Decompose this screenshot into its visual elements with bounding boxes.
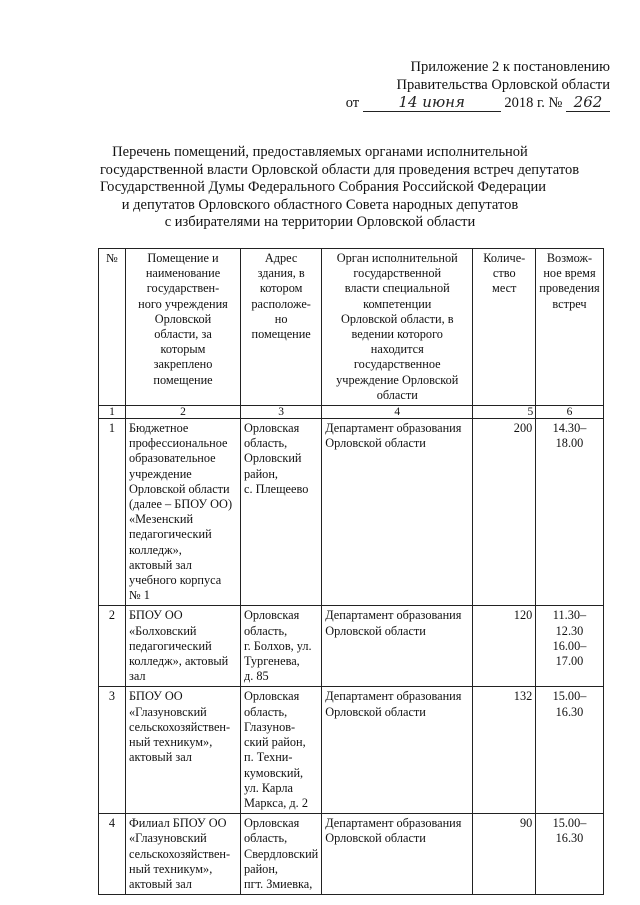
column-header-line: власти специальной — [344, 281, 450, 296]
premises-name-line: «Болховский — [129, 623, 197, 638]
column-header-line: расположе- — [251, 296, 311, 311]
address-line: Глазунов- — [244, 719, 296, 734]
column-number: 1 — [99, 406, 126, 419]
appendix-line-2: Правительства Орловской области — [396, 77, 610, 93]
premises-name-line: зал — [129, 669, 146, 684]
column-header-line: Адрес — [264, 251, 298, 265]
column-number: 2 — [126, 406, 241, 419]
year-text: 2018 г. № — [504, 95, 563, 111]
address-line: п. Техни- — [244, 750, 293, 765]
title-line: с избирателями на территории Орловской области — [164, 214, 476, 231]
appendix-header — [330, 58, 610, 112]
meeting-time-line: 15.00–16.30 — [552, 689, 587, 719]
authority-cell — [322, 814, 473, 895]
premises-name-line: Орловской области — [129, 481, 230, 496]
authority-cell — [322, 606, 473, 687]
address-line: район, — [244, 466, 278, 481]
column-header-line: ство — [492, 266, 516, 281]
column-header-line: Возмож- — [546, 251, 593, 265]
title-line: государственной власти Орловской области для проведения встреч депутатов — [100, 161, 580, 178]
premises-name-line: «Глазуновский — [129, 831, 207, 846]
authority-line: Департамент образования — [325, 421, 462, 436]
address-line: Орловская — [244, 421, 300, 436]
premises-name-cell — [126, 419, 241, 606]
column-header — [473, 249, 536, 406]
handwritten-date: 14 июня — [398, 93, 465, 111]
column-header — [99, 249, 126, 406]
premises-name-line: Бюджетное — [129, 421, 189, 436]
authority-line: Орловской области — [325, 436, 426, 451]
column-header-line: государственное — [353, 357, 441, 372]
column-header-line: государственной — [353, 266, 442, 281]
column-header-line: помещение — [251, 327, 311, 342]
table-body — [99, 419, 604, 895]
column-header-line: закреплено — [153, 357, 213, 372]
date-prefix: от — [345, 95, 360, 111]
table-row — [99, 687, 604, 814]
column-header-line: Орловской области, в — [340, 311, 454, 326]
column-header — [126, 249, 241, 406]
table-header-row — [99, 249, 604, 406]
column-header — [536, 249, 603, 406]
premises-name-line: БПОУ ОО — [129, 608, 183, 623]
address-line: ский район, — [244, 735, 306, 750]
premises-name-line: актовый зал — [129, 557, 192, 572]
authority-line: Орловской области — [325, 704, 426, 719]
address-cell — [241, 687, 322, 814]
column-header-line: государствен- — [146, 281, 220, 296]
authority-cell — [322, 687, 473, 814]
address-line: район, — [244, 861, 278, 876]
table-row — [99, 419, 604, 606]
column-header-line: ного учреждения — [138, 296, 228, 311]
column-header-line: находится — [370, 342, 424, 357]
column-header-line: области, за — [154, 327, 212, 342]
appendix-date-line — [330, 94, 610, 112]
premises-name-line: Филиал БПОУ ОО — [129, 816, 227, 831]
meeting-time-cell — [536, 687, 603, 814]
column-header-line: здания, в — [257, 266, 305, 281]
column-header-line: встреч — [552, 296, 587, 311]
premises-name-line: ный техникум», — [129, 861, 213, 876]
seats-cell: 120 — [473, 606, 536, 687]
column-header-line: № — [106, 251, 118, 265]
column-number-row — [99, 406, 604, 419]
authority-line: Департамент образования — [325, 608, 462, 623]
meeting-time-line: 15.00–16.30 — [552, 816, 587, 846]
address-line: Орловская — [244, 816, 300, 831]
column-header-line: Помещение и — [147, 251, 219, 265]
column-header-line: наименование — [145, 266, 221, 281]
row-number: 4 — [99, 814, 126, 895]
column-header-line: ведении которого — [351, 327, 443, 342]
premises-name-line: учебного корпуса — [129, 573, 222, 588]
address-line: Орловская — [244, 689, 300, 704]
address-line: с. Плещеево — [244, 481, 309, 496]
premises-name-line: профессиональное — [129, 436, 228, 451]
column-header-line: области — [376, 387, 418, 402]
address-line: Орловская — [244, 608, 300, 623]
premises-name-line: педагогический — [129, 638, 212, 653]
premises-name-line: БПОУ ОО — [129, 689, 183, 704]
column-header-line: мест — [492, 281, 517, 296]
document-title — [100, 144, 580, 232]
seats-cell: 200 — [473, 419, 536, 606]
meeting-time-line: 11.30–12.30 — [552, 608, 587, 638]
premises-name-line: «Мезенский — [129, 512, 194, 527]
premises-name-line: сельскохозяйствен- — [129, 846, 231, 861]
column-header-line: помещение — [153, 372, 213, 387]
premises-name-line: актовый зал — [129, 876, 192, 891]
handwritten-number: 262 — [573, 93, 603, 111]
address-line: область, — [244, 623, 288, 638]
row-number: 2 — [99, 606, 126, 687]
meeting-time-cell — [536, 606, 603, 687]
premises-name-line: ный техникум», — [129, 735, 213, 750]
address-line: д. 85 — [244, 669, 269, 684]
meeting-time-cell — [536, 419, 603, 606]
number-blank — [566, 94, 610, 112]
premises-name-cell — [126, 606, 241, 687]
authority-line: Орловской области — [325, 623, 426, 638]
premises-name-line: «Глазуновский — [129, 704, 207, 719]
authority-line: Орловской области — [325, 831, 426, 846]
address-line: ул. Карла — [244, 780, 293, 795]
premises-name-line: (далее – БПОУ ОО) — [129, 497, 233, 512]
table-row — [99, 606, 604, 687]
address-cell — [241, 606, 322, 687]
address-line: Орловский — [244, 451, 302, 466]
row-number: 1 — [99, 419, 126, 606]
authority-line: Департамент образования — [325, 816, 462, 831]
meeting-time-cell — [536, 814, 603, 895]
address-line: кумовский, — [244, 765, 304, 780]
table-row — [99, 814, 604, 895]
column-header-line: котором — [259, 281, 303, 296]
premises-name-line: актовый зал — [129, 750, 192, 765]
premises-name-line: колледж», — [129, 542, 182, 557]
address-line: Маркса, д. 2 — [244, 795, 308, 810]
address-cell — [241, 419, 322, 606]
premises-name-cell — [126, 687, 241, 814]
column-number: 5 — [473, 406, 536, 419]
column-header-line: учреждение Орловской — [336, 372, 459, 387]
column-number: 4 — [322, 406, 473, 419]
premises-name-line: колледж», актовый — [129, 654, 229, 669]
column-number: 6 — [536, 406, 603, 419]
column-header-line: Орловской — [154, 311, 212, 326]
premises-name-line: № 1 — [129, 588, 150, 603]
seats-cell: 132 — [473, 687, 536, 814]
authority-cell — [322, 419, 473, 606]
authority-line: Департамент образования — [325, 689, 462, 704]
column-header-line: но — [274, 311, 288, 326]
column-header-line: Количе- — [483, 251, 526, 265]
column-header — [322, 249, 473, 406]
title-line: и депутатов Орловского областного Совета народных депутатов — [121, 196, 519, 213]
premises-name-line: педагогический — [129, 527, 212, 542]
meeting-time-line: 16.00–17.00 — [552, 638, 587, 669]
address-line: область, — [244, 831, 288, 846]
address-line: область, — [244, 436, 288, 451]
column-header-line: которым — [160, 342, 206, 357]
premises-table — [98, 248, 604, 895]
column-header — [241, 249, 322, 406]
address-cell — [241, 814, 322, 895]
column-header-line: проведения — [539, 281, 600, 296]
address-line: г. Болхов, ул. — [244, 638, 312, 653]
seats-cell: 90 — [473, 814, 536, 895]
date-blank — [363, 94, 501, 112]
premises-name-line: сельскохозяйствен- — [129, 719, 231, 734]
title-line: Перечень помещений, предоставляемых органами исполнительной — [112, 144, 528, 160]
column-number: 3 — [241, 406, 322, 419]
address-line: Свердловский — [244, 846, 319, 861]
row-number: 3 — [99, 687, 126, 814]
column-header-line: ное время — [543, 266, 596, 281]
premises-name-line: учреждение — [129, 466, 192, 481]
premises-name-line: образовательное — [129, 451, 216, 466]
meeting-time-line: 14.30–18.00 — [552, 421, 587, 451]
address-line: Тургенева, — [244, 654, 300, 669]
address-line: пгт. Змиевка, — [244, 876, 313, 891]
address-line: область, — [244, 704, 288, 719]
premises-name-cell — [126, 814, 241, 895]
appendix-line-1: Приложение 2 к постановлению — [410, 59, 610, 75]
column-header-line: Орган исполнительной — [336, 251, 458, 265]
title-line: Государственной Думы Федерального Собрания Российской Федерации — [100, 179, 546, 196]
column-header-line: компетенции — [363, 296, 432, 311]
